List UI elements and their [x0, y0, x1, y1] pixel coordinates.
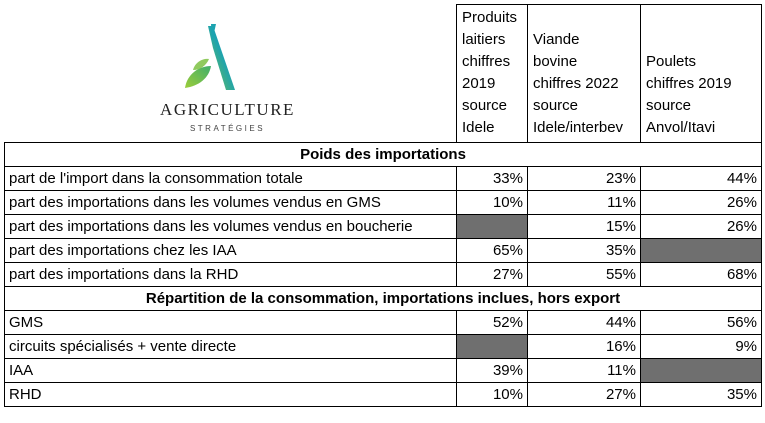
column-header-poulets: Poulets chiffres 2019 source Anvol/Itavi	[641, 5, 762, 143]
value-cell: 39%	[457, 359, 528, 383]
value-cell: 27%	[457, 263, 528, 287]
shaded-empty-cell	[641, 239, 762, 263]
value-cell: 52%	[457, 311, 528, 335]
table-row	[5, 191, 762, 215]
value-cell: 35%	[528, 239, 641, 263]
row-label: circuits spécialisés + vente directe	[5, 335, 457, 359]
row-label: part des importations dans les volumes vendus en GMS	[5, 191, 457, 215]
row-label: IAA	[5, 359, 457, 383]
value-cell: 11%	[528, 191, 641, 215]
shaded-empty-cell	[457, 335, 528, 359]
section-header-row	[5, 143, 762, 167]
value-cell: 15%	[528, 215, 641, 239]
column-header-viande-bovine: Viande bovine chiffres 2022 source Idele/interbev	[528, 5, 641, 143]
value-cell: 16%	[528, 335, 641, 359]
table-row	[5, 167, 762, 191]
row-label: part des importations dans les volumes vendus en boucherie	[5, 215, 457, 239]
value-cell: 44%	[528, 311, 641, 335]
value-cell: 44%	[641, 167, 762, 191]
value-cell: 10%	[457, 383, 528, 407]
value-cell: 55%	[528, 263, 641, 287]
row-label: part des importations dans la RHD	[5, 263, 457, 287]
value-cell: 27%	[528, 383, 641, 407]
value-cell: 9%	[641, 335, 762, 359]
import-statistics-table	[4, 4, 762, 407]
table-row	[5, 335, 762, 359]
value-cell: 11%	[528, 359, 641, 383]
value-cell: 65%	[457, 239, 528, 263]
value-cell: 56%	[641, 311, 762, 335]
table-row	[5, 239, 762, 263]
table-row	[5, 263, 762, 287]
row-label: part de l'import dans la consommation totale	[5, 167, 457, 191]
column-header-row	[5, 5, 762, 143]
table-row	[5, 215, 762, 239]
shaded-empty-cell	[641, 359, 762, 383]
value-cell: 23%	[528, 167, 641, 191]
section-header-row	[5, 287, 762, 311]
value-cell: 10%	[457, 191, 528, 215]
value-cell: 35%	[641, 383, 762, 407]
value-cell: 26%	[641, 215, 762, 239]
logo-name: AGRICULTURE	[160, 100, 295, 119]
row-label: part des importations chez les IAA	[5, 239, 457, 263]
column-header-produits-laitiers: Produits laitiers chiffres 2019 source Idele	[457, 5, 528, 143]
table-row	[5, 383, 762, 407]
shaded-empty-cell	[457, 215, 528, 239]
section-title-repartition-consommation: Répartition de la consommation, importations inclues, hors export	[5, 287, 762, 311]
logo-cell	[5, 5, 457, 143]
table-row	[5, 311, 762, 335]
value-cell: 26%	[641, 191, 762, 215]
value-cell: 68%	[641, 263, 762, 287]
section-title-poids-importations: Poids des importations	[5, 143, 762, 167]
row-label: GMS	[5, 311, 457, 335]
row-label: RHD	[5, 383, 457, 407]
value-cell: 33%	[457, 167, 528, 191]
logo-subtitle: STRATÉGIES	[189, 124, 266, 133]
table-row	[5, 359, 762, 383]
